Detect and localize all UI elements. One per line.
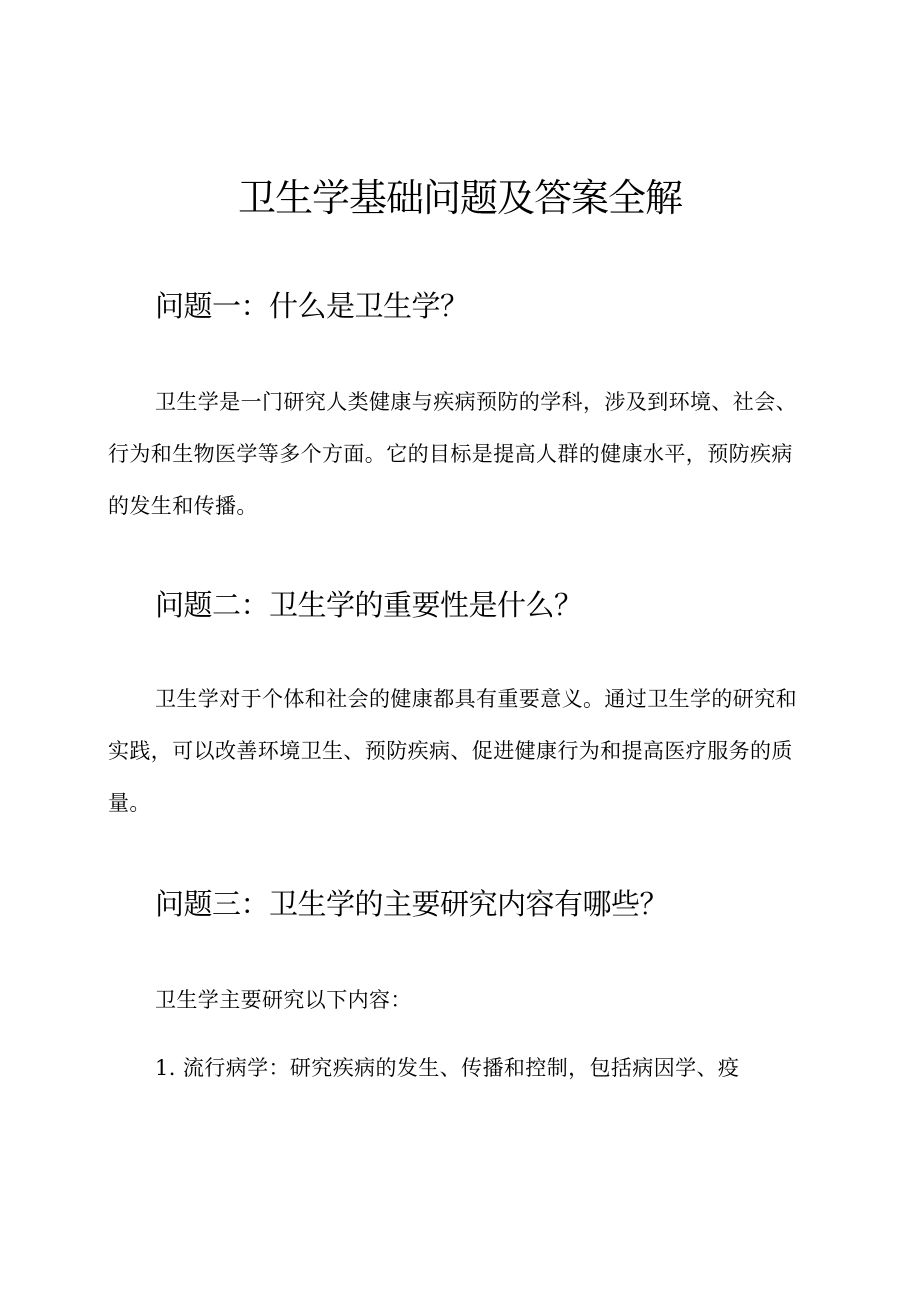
section-3-intro: 卫生学主要研究以下内容： bbox=[155, 988, 412, 1012]
section-1-paragraph: 卫生学是一门研究人类健康与疾病预防的学科，涉及到环境、社会、行为和生物医学等多个方面。它的目标是提高人群的健康水平，预防疾病的发生和传播。 bbox=[108, 390, 797, 518]
section-3-heading: 问题三：卫生学的主要研究内容有哪些？ bbox=[155, 887, 669, 921]
document-title: 卫生学基础问题及答案全解 bbox=[237, 176, 682, 220]
section-1-heading: 问题一：什么是卫生学？ bbox=[155, 289, 469, 323]
section-2-heading: 问题二：卫生学的重要性是什么？ bbox=[155, 588, 583, 622]
section-2-paragraph: 卫生学对于个体和社会的健康都具有重要意义。通过卫生学的研究和实践，可以改善环境卫生、预防疾病、促进健康行为和提高医疗服务的质量。 bbox=[108, 687, 797, 815]
section-3-list-item-1: 1. 流行病学：研究疾病的发生、传播和控制，包括病因学、疫 bbox=[155, 1056, 740, 1080]
